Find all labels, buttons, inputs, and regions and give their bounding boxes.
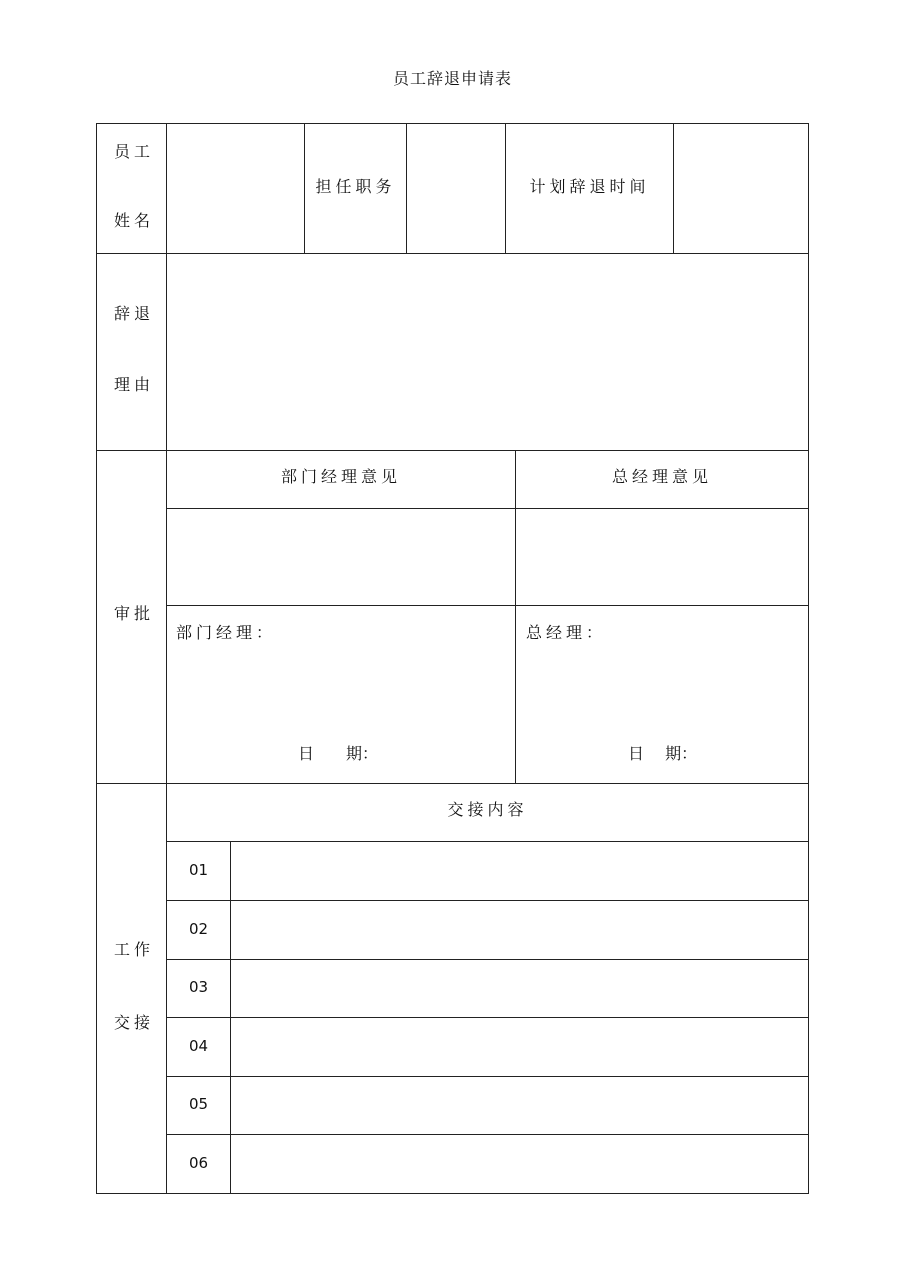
dismissal-reason-field[interactable]	[167, 254, 808, 450]
planned-dismissal-date-field[interactable]	[674, 124, 808, 253]
handover-row-field[interactable]	[231, 960, 808, 1017]
general-manager-signature-label: 总经理：	[526, 623, 607, 642]
position-field[interactable]	[407, 124, 505, 253]
row-divider	[96, 783, 809, 784]
dept-manager-signature-label: 部门经理：	[176, 623, 277, 642]
form-title: 员工辞退申请表	[392, 69, 512, 88]
employee-name-label-line2: 姓名	[114, 211, 155, 230]
handover-row-field[interactable]	[231, 901, 808, 959]
row-divider	[166, 605, 809, 606]
dept-manager-signature-field[interactable]	[167, 650, 515, 730]
general-manager-opinion-field[interactable]	[516, 509, 808, 605]
table-border-bottom	[96, 1193, 809, 1194]
row-divider	[96, 450, 809, 451]
handover-row-field[interactable]	[231, 1018, 808, 1076]
handover-label-line1: 工作	[114, 940, 155, 959]
approval-label: 审批	[114, 604, 155, 623]
handover-row-field[interactable]	[231, 842, 808, 900]
planned-dismissal-date-label: 计划辞退时间	[529, 177, 650, 196]
reason-label-line1: 辞退	[114, 304, 155, 323]
handover-row-number: 02	[188, 920, 209, 938]
handover-content-header: 交接内容	[447, 800, 528, 819]
employee-name-field[interactable]	[167, 124, 304, 253]
general-manager-date-label: 日 期：	[628, 744, 698, 763]
handover-row-number: 06	[188, 1154, 209, 1172]
general-manager-signature-field[interactable]	[516, 650, 808, 730]
dept-manager-opinion-header: 部门经理意见	[280, 467, 401, 486]
table-border-left	[96, 123, 97, 1194]
column-divider	[515, 450, 516, 784]
dept-manager-opinion-field[interactable]	[167, 509, 515, 605]
handover-row-number: 05	[188, 1095, 209, 1113]
handover-row-field[interactable]	[231, 1135, 808, 1193]
general-manager-opinion-header: 总经理意见	[611, 467, 712, 486]
handover-label-line2: 交接	[114, 1013, 155, 1032]
table-border-right	[808, 123, 809, 1194]
handover-row-number: 03	[188, 978, 209, 996]
employee-name-label-line1: 员工	[114, 142, 155, 161]
reason-label-line2: 理由	[114, 375, 155, 394]
handover-row-number: 01	[188, 861, 209, 879]
handover-row-field[interactable]	[231, 1077, 808, 1134]
handover-row-number: 04	[188, 1037, 209, 1055]
dept-manager-date-label: 日 期：	[298, 744, 379, 763]
position-label: 担任职务	[315, 177, 396, 196]
